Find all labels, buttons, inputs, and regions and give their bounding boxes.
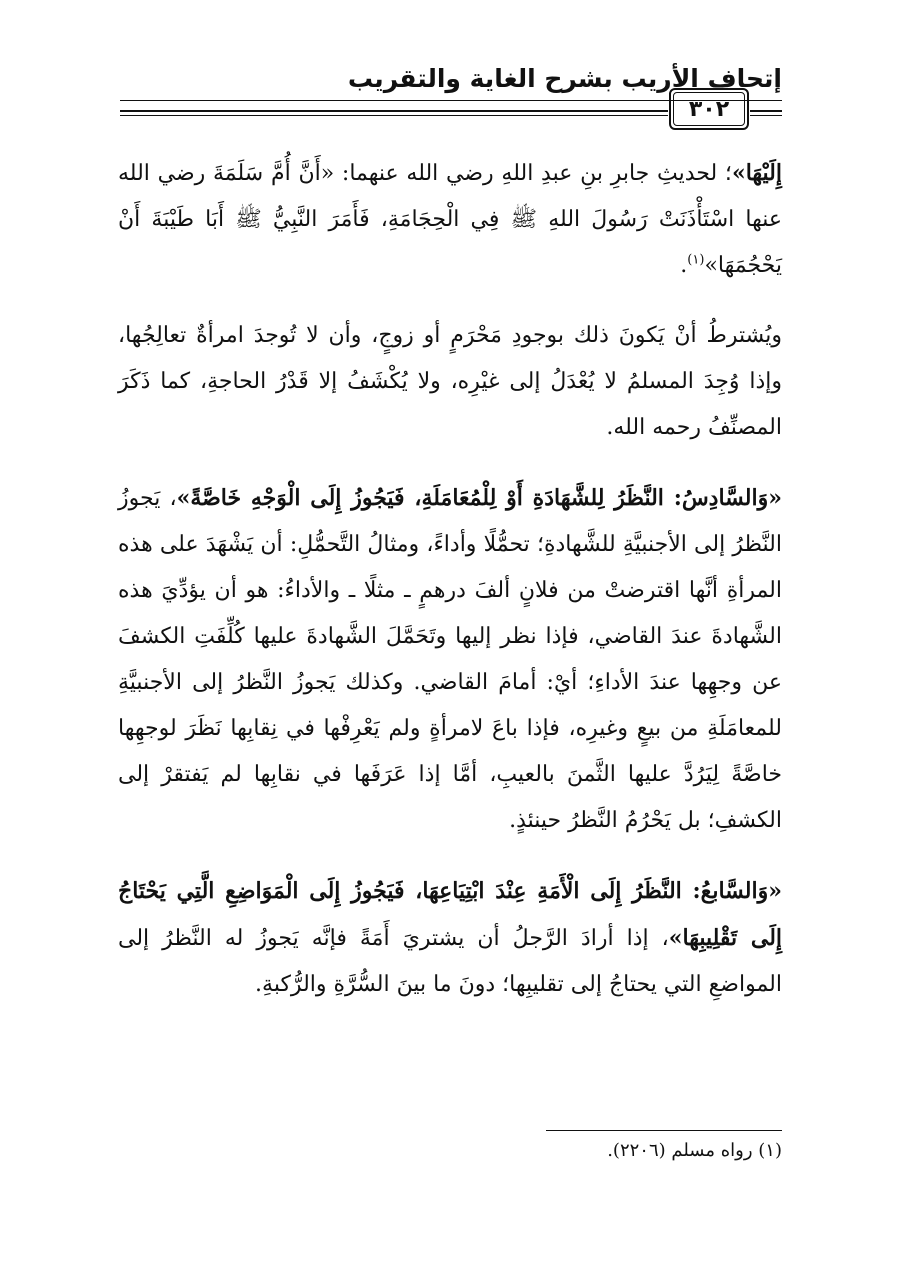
paragraph-1-text: ؛ لحديثِ جابرِ بنِ عبدِ اللهِ رضي الله عنهما: «أَنَّ أُمَّ سَلَمَةَ رضي الله عنها اسْتَأْذَنَتْ رَسُولَ اللهِ ﷺ فِي الْحِجَامَةِ، فَأَمَرَ النَّبِيُّ ﷺ أَبَا طَيْبَةَ أَنْ يَحْجُمَهَا» (118, 161, 782, 278)
footnote-ref: (١) (687, 252, 705, 268)
paragraph-1-quote: إِلَيْهَا» (731, 160, 782, 186)
page-header (0, 0, 900, 140)
header-double-rule-left (120, 110, 668, 112)
paragraph-4 (118, 868, 782, 1008)
header-double-rule-right (750, 110, 782, 112)
footnote: (١) رواه مسلم (٢٢٠٦). (607, 1140, 782, 1161)
page-number-frame (669, 88, 749, 130)
footnote-rule (546, 1130, 782, 1131)
page-number: ٣٠٢ (673, 92, 745, 126)
paragraph-1-end: . (680, 253, 688, 278)
running-title: إتحاف الأريب بشرح الغاية والتقريب (347, 64, 782, 93)
main-text (118, 150, 782, 1008)
header-double-rule-left-thin (120, 115, 668, 116)
paragraph-2: ويُشترطُ أنْ يَكونَ ذلك بوجودِ مَحْرَمٍ أو زوجٍ، وأن لا تُوجدَ امرأةٌ تعالِجُها، وإذا وُجِدَ المسلمُ لا يُعْدَلُ إلى غيْرِه، ولا يُكْشَفُ إلا قَدْرُ الحاجةِ، كما ذَكَرَ المصنِّفُ رحمه الله. (118, 323, 782, 440)
paragraph-4-text: ، إذا أرادَ الرَّجلُ أن يشتريَ أَمَةً فإنَّه يَجوزُ له النَّظرُ إلى المواضعِ التي يحتاجُ إلى تقليبِها؛ دونَ ما بينَ السُّرَّةِ والرُّكبةِ. (118, 926, 782, 997)
paragraph-3-quote: «وَالسَّادِسُ: النَّظَرُ لِلشَّهَادَةِ أَوْ لِلْمُعَامَلَةِ، فَيَجُوزُ إِلَى الْوَجْهِ خَاصَّةً» (176, 485, 782, 511)
paragraph-3-text: ، يَجوزُ النَّظرُ إلى الأجنبيَّةِ للشَّهادةِ؛ تحمُّلًا وأداءً، ومثالُ التَّحمُّلِ: أن يَشْهَدَ على هذه المرأةِ أنَّها اقترضتْ من فلانٍ ألفَ درهمٍ ـ مثلًا ـ والأداءُ: هو أن يؤدِّيَ هذه الشَّهادةَ عندَ القاضي، فإذا نظر إليها وتَحَمَّلَ الشَّهادةَ عليها كُلِّفَتِ الكشفَ عن وجهِها عندَ الأداءِ؛ أيْ: أمامَ القاضي. وكذلك يَجوزُ النَّظرُ إلى الأجنبيَّةِ للمعامَلَةِ من بيعٍ وغيرِه، فإذا باعَ لامرأةٍ ولم يَعْرِفْها في نِقابِها نَظَرَ لوجهِها خاصَّةً لِيَرُدَّ عليها الثَّمنَ بالعيبِ، أمَّا إذا عَرَفَها في نقابِها لم يَفتقرْ إلى الكشفِ؛ بل يَحْرُمُ النَّظرُ حينئذٍ. (118, 486, 782, 833)
paragraph-3 (118, 475, 782, 844)
paragraph-1 (118, 150, 782, 289)
header-double-rule-right-thin (750, 115, 782, 116)
paragraph-4-quote: «وَالسَّابعُ: النَّظَرُ إِلَى الْأَمَةِ عِنْدَ ابْتِيَاعِهَا، فَيَجُوزُ إِلَى الْمَوَاضِعِ الَّتِي يَحْتَاجُ إِلَى تَقْلِيبِهَا» (118, 878, 783, 951)
